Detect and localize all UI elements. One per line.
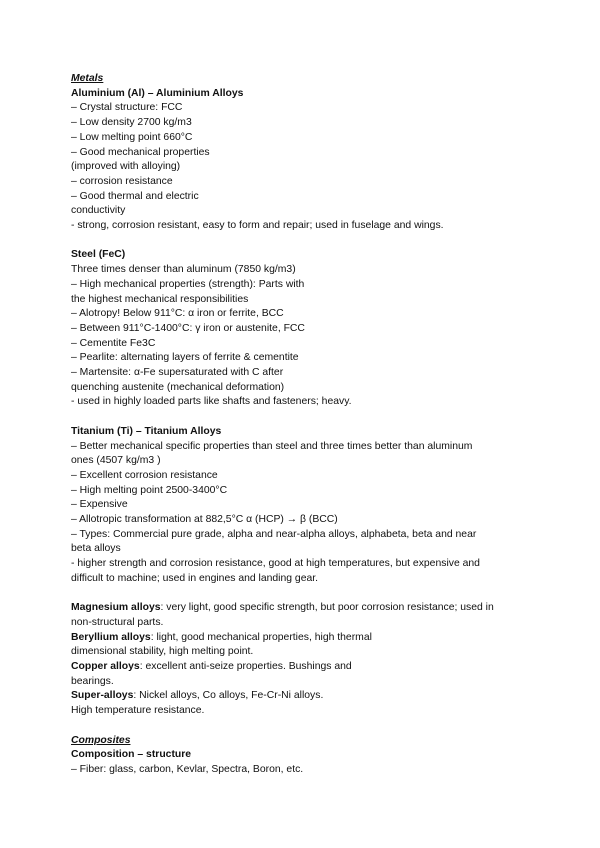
text-line: – Alotropy! Below 911°C: α iron or ferrite, BCC	[71, 308, 284, 320]
text-line: – Low melting point 660°C	[71, 131, 193, 143]
text-line: – Types: Commercial pure grade, alpha and near-alpha alloys, alphabeta, beta and near	[71, 528, 477, 540]
text-line: dimensional stability, high melting point.	[71, 646, 254, 658]
text-line: – Pearlite: alternating layers of ferrite & cementite	[71, 352, 299, 364]
titanium-section	[71, 425, 541, 587]
text-line: – Cementite Fe3C	[71, 337, 156, 349]
text-line: – Better mechanical specific properties than steel and three times better than aluminum	[71, 440, 473, 452]
metals-heading: Metals	[71, 73, 104, 84]
beryllium-line	[71, 631, 541, 646]
text-line: – Martensite: α-Fe supersaturated with C after	[71, 367, 284, 379]
super-alloys-label: Super-alloys	[71, 690, 134, 702]
super-alloys-text: : Nickel alloys, Co alloys, Fe-Cr-Ni alloys.	[133, 690, 324, 702]
spacer	[71, 719, 541, 734]
text-line: – High mechanical properties (strength): Parts with	[71, 278, 305, 290]
steel-section	[71, 248, 541, 410]
text-line: the highest mechanical responsibilities	[71, 293, 249, 305]
text-line: bearings.	[71, 675, 114, 687]
text-line: conductivity	[71, 205, 126, 217]
text-line: beta alloys	[71, 543, 121, 555]
aluminium-title: Aluminium (Al) – Aluminium Alloys	[71, 87, 244, 99]
text-line: non-structural parts.	[71, 616, 164, 628]
titanium-title: Titanium (Ti) – Titanium Alloys	[71, 425, 222, 437]
copper-label: Copper alloys	[71, 661, 140, 673]
text-line: – Allotropic transformation at 882,5°C α (HCP) → β (BCC)	[71, 514, 338, 526]
text-line: (improved with alloying)	[71, 161, 181, 173]
beryllium-text: : light, good mechanical properties, high thermal	[150, 631, 372, 643]
text-line: – Expensive	[71, 499, 128, 511]
aluminium-section	[71, 87, 541, 234]
text-line: difficult to machine; used in engines and landing gear.	[71, 572, 319, 584]
magnesium-label: Magnesium alloys	[71, 602, 161, 614]
text-line: – Good thermal and electric	[71, 190, 199, 202]
text-line: – Low density 2700 kg/m3	[71, 117, 192, 129]
text-line: quenching austenite (mechanical deformation)	[71, 381, 285, 393]
spacer	[71, 410, 541, 425]
beryllium-label: Beryllium alloys	[71, 631, 151, 643]
other-alloys-section	[71, 601, 541, 719]
text-line: – Good mechanical properties	[71, 146, 210, 158]
composition-section	[71, 748, 541, 777]
text-line: – Between 911°C-1400°C: γ iron or austenite, FCC	[71, 322, 305, 334]
magnesium-line	[71, 601, 541, 616]
copper-line	[71, 660, 541, 675]
text-line: High temperature resistance.	[71, 705, 205, 717]
text-line: – High melting point 2500-3400°C	[71, 484, 228, 496]
text-line: – Crystal structure: FCC	[71, 102, 183, 114]
spacer	[71, 234, 541, 249]
text-line: – corrosion resistance	[71, 175, 173, 187]
copper-text: : excellent anti-seize properties. Bushings and	[139, 661, 352, 673]
text-line: ones (4507 kg/m3 )	[71, 455, 161, 467]
super-alloys-line	[71, 689, 541, 704]
text-line: - used in highly loaded parts like shafts and fasteners; heavy.	[71, 396, 352, 408]
text-line: – Excellent corrosion resistance	[71, 469, 218, 481]
spacer	[71, 587, 541, 602]
text-line: – Fiber: glass, carbon, Kevlar, Spectra, Boron, etc.	[71, 763, 304, 775]
text-line: Three times denser than aluminum (7850 kg/m3)	[71, 264, 296, 276]
magnesium-text: : very light, good specific strength, but poor corrosion resistance; used in	[160, 602, 494, 614]
composites-heading: Composites	[71, 734, 131, 746]
text-line: - strong, corrosion resistant, easy to form and repair; used in fuselage and wings.	[71, 220, 444, 232]
composition-title: Composition – structure	[71, 749, 192, 761]
steel-title: Steel (FeC)	[71, 249, 126, 261]
text-line: - higher strength and corrosion resistance, good at high temperatures, but expensive and	[71, 558, 480, 570]
document-content	[71, 72, 541, 778]
